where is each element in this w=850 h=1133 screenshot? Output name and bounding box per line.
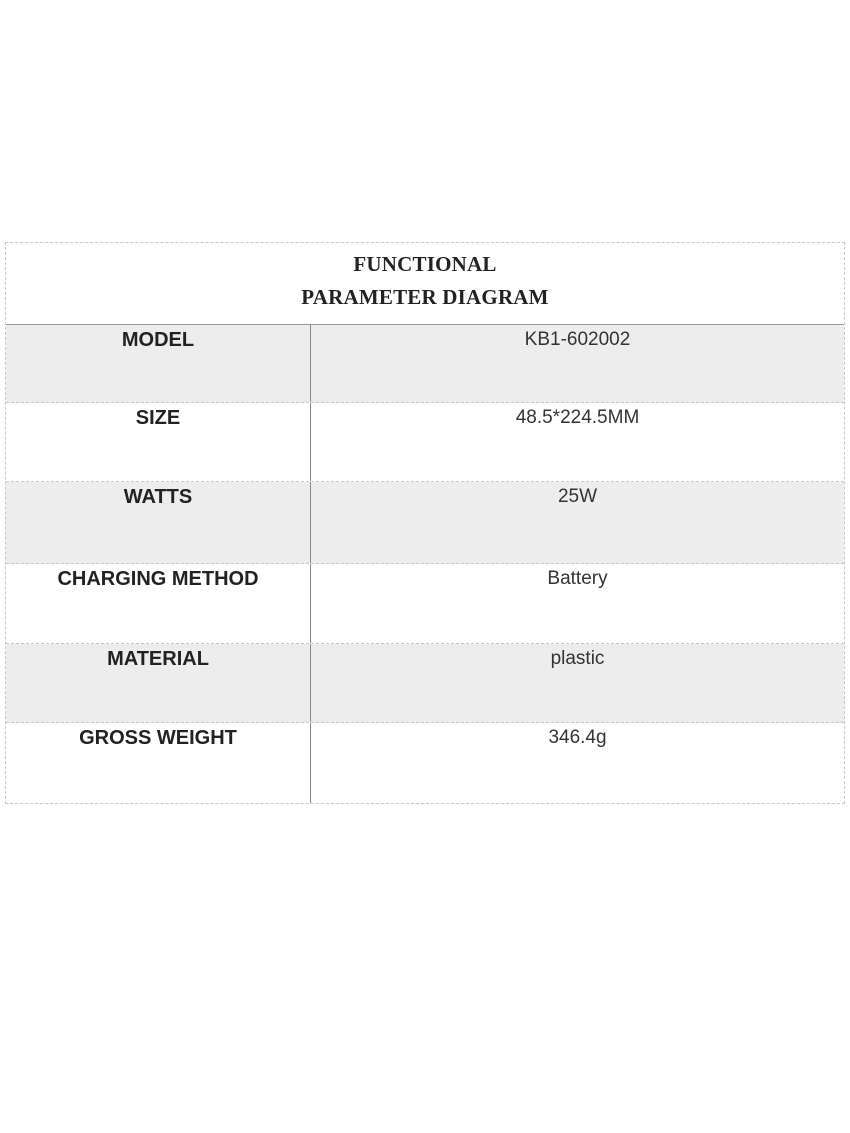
row-value: 25W xyxy=(557,486,598,507)
table-row-charging-method xyxy=(6,564,844,644)
table-header xyxy=(6,243,844,325)
table-row-size xyxy=(6,403,844,482)
row-value: 346.4g xyxy=(548,727,607,748)
row-value: KB1-602002 xyxy=(524,329,631,350)
row-value: plastic xyxy=(550,648,605,669)
row-label: MODEL xyxy=(6,325,311,402)
row-value: 48.5*224.5MM xyxy=(515,407,640,428)
table-row-watts xyxy=(6,482,844,564)
row-label: MATERIAL xyxy=(6,644,311,722)
table-row-material xyxy=(6,644,844,723)
row-label: GROSS WEIGHT xyxy=(6,723,311,803)
table-row-model xyxy=(6,325,844,403)
row-label: CHARGING METHOD xyxy=(6,564,311,643)
row-value: Battery xyxy=(547,568,608,589)
parameter-table xyxy=(5,242,845,804)
row-label: SIZE xyxy=(6,403,311,481)
row-label: WATTS xyxy=(6,482,311,563)
table-title-line-1: FUNCTIONAL xyxy=(353,252,497,276)
table-title-line-2: PARAMETER DIAGRAM xyxy=(301,285,549,309)
table-row-gross-weight xyxy=(6,723,844,803)
